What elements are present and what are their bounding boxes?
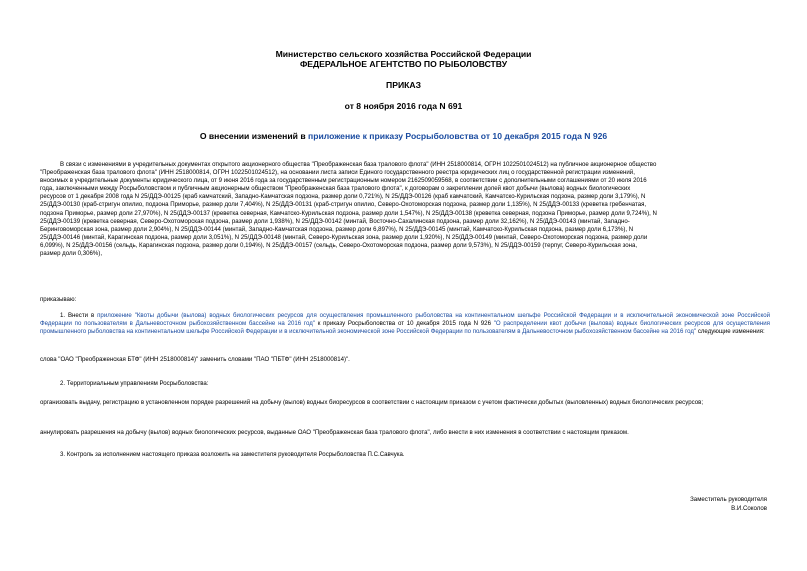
preamble-line: "Преображенская база тралового флота" (ИНН 2518000814, ОГРН 1022501024512), на основании листа записи Единого государственного реестра юридических лиц о государственной регистрации изменений, <box>40 169 635 177</box>
preamble-line: подзона Приморье, размер доли 27,970%), N 25/ДДЭ-00137 (креветка северная, Камчатско-Курильская подзона, размер доли 1,547%), N 25/ДДЭ-00138 (креветка северная, подзона Приморье, размер доли 9,724%), N <box>40 209 657 217</box>
order-title-link[interactable]: "О распределении квот добычи (вылова) водных биологических ресурсов для осуществления промышленного рыболовства на континентальном шельфе Российской Федерации и в исключительной экономической зоне Российской Федерации по пользователям в Дальневосточном рыбохозяйственном бассейне на 2016 год" <box>40 320 770 336</box>
item-1-suffix: следующие изменения: <box>696 328 765 336</box>
document-type: ПРИКАЗ <box>386 80 421 90</box>
item-2: 2. Территориальным управлениям Росрыболовства: <box>60 380 209 387</box>
signature-block <box>690 496 767 513</box>
organize-clause: организовать выдачу, регистрацию в установленном порядке разрешений на добычу (вылов) водных биоресурсов в соответствии с настоящим приказом с учетом фактически добытых (выловленных) водных биологических ресурсов; <box>40 399 704 406</box>
document-date-number: от 8 ноября 2016 года N 691 <box>344 101 463 111</box>
preamble-line: года, заключенными между Росрыболовством и публичным акционерным обществом "Преображенская база тралового флота", к договорам о закреплении долей квот добычи (вылова) водных биологических <box>40 185 631 193</box>
order-word: приказываю: <box>40 296 77 303</box>
preamble-line: вносимых в учредительные документы юридического лица, от 9 июня 2016 года за государственным регистрационным номером 2162509059568, в соответствии с дополнительными соглашениями от 20 июля 2016 <box>40 177 647 185</box>
replacement-clause: слова "ОАО "Преображенская БТФ" (ИНН 2518000814)" заменить словами "ПАО "ПБТФ" (ИНН 2518000814)". <box>40 356 350 363</box>
item-3: 3. Контроль за исполнением настоящего приказа возложить на заместителя руководителя Росрыболовства П.С.Савчука. <box>60 451 405 458</box>
preamble-line: 25/ДДЭ-00130 (краб-стригун опилио, подзона Приморье, размер доли 7,404%), N 25/ДДЭ-00131 (краб-стригун опилио, Северо-Охотоморская подзона, размер доли 1,135%), N 25/ДДЭ-00133 (креветка гребенчатая, <box>40 201 647 209</box>
preamble <box>40 161 770 283</box>
preamble-line: 6,099%), N 25/ДДЭ-00156 (сельдь, Карагинская подзона, размер доли 0,194%), N 25/ДДЭ-00157 (сельдь, Северо-Охотоморская подзона, размер доли 9,573%), N 25/ДДЭ-00159 (терпуг, Северо-Курильская зона, <box>40 241 638 249</box>
annul-clause: аннулировать разрешения на добычу (вылов) водных биологических ресурсов, выданные ОАО "Преображенская база тралового флота", либо внести в них изменения в соответствии с настоящим приказом. <box>40 429 629 436</box>
agency-title: ФЕДЕРАЛЬНОЕ АГЕНТСТВО ПО РЫБОЛОВСТВУ <box>299 59 508 69</box>
subject-link[interactable]: приложение к приказу Росрыболовства от 10 декабря 2015 года N 926 <box>308 131 608 141</box>
document-subject <box>0 131 807 141</box>
ministry-title: Министерство сельского хозяйства Российской Федерации <box>275 49 532 59</box>
preamble-line: размер доли 0,306%), <box>40 250 103 258</box>
preamble-line: В связи с изменениями в учредительных документах открытого акционерного общества "Преображенская база тралового флота" (ИНН 2518000814, ОГРН 1022501024512) на публичное акционерное общество <box>60 161 657 168</box>
preamble-line: 25/ДДЭ-00139 (креветка северная, Северо-Охотоморская подзона, размер доли 1,938%), N 25/ДДЭ-00142 (минтай, Восточно-Сахалинская подзона, размер доли 32,162%), N 25/ДДЭ-00143 (минтай, Западно- <box>40 217 630 225</box>
item-1-prefix: 1. Внести в <box>60 312 98 319</box>
preamble-line: Беринговоморская зона, размер доли 2,904%), N 25/ДДЭ-00144 (минтай, Западно-Камчатская подзона, размер доли 6,897%), N 25/ДДЭ-00145 (минтай, Камчатско-Курильская подзона, размер доли 6,173%), N <box>40 225 634 233</box>
item-1 <box>40 312 770 338</box>
preamble-line: ресурсов от 1 декабря 2008 года N 25/ДДЭ-00125 (краб камчатский, Западно-Камчатская подзона, размер доли 0,721%), N 25/ДДЭ-00126 (краб камчатский, Камчатско-Курильская подзона, размер доли 3,179%), N <box>40 193 646 201</box>
signer-position: Заместитель руководителя <box>690 496 767 503</box>
appendix-link[interactable]: приложение "Квоты добычи (вылова) водных биологических ресурсов для осуществления промышленного рыболовства на континентальном шельфе Российской Федерации и в исключительной экономической зоне Российской Федерации по пользователям в Дальневосточном рыбохозяйственном бассейне на 2016 год" <box>40 312 770 328</box>
subject-prefix: О внесении изменений в <box>199 131 308 141</box>
signer-name: В.И.Соколов <box>731 504 767 512</box>
item-1-middle: к приказу Росрыболовства от 10 декабря 2015 года N 926 <box>314 320 494 328</box>
preamble-line: 25/ДДЭ-00146 (минтай, Карагинская подзона, размер доли 3,051%), N 25/ДДЭ-00148 (минтай, Северо-Курильская зона, размер доли 1,920%), N 25/ДДЭ-00149 (минтай, Северо-Охотоморская подзона, размер доли <box>40 233 648 241</box>
